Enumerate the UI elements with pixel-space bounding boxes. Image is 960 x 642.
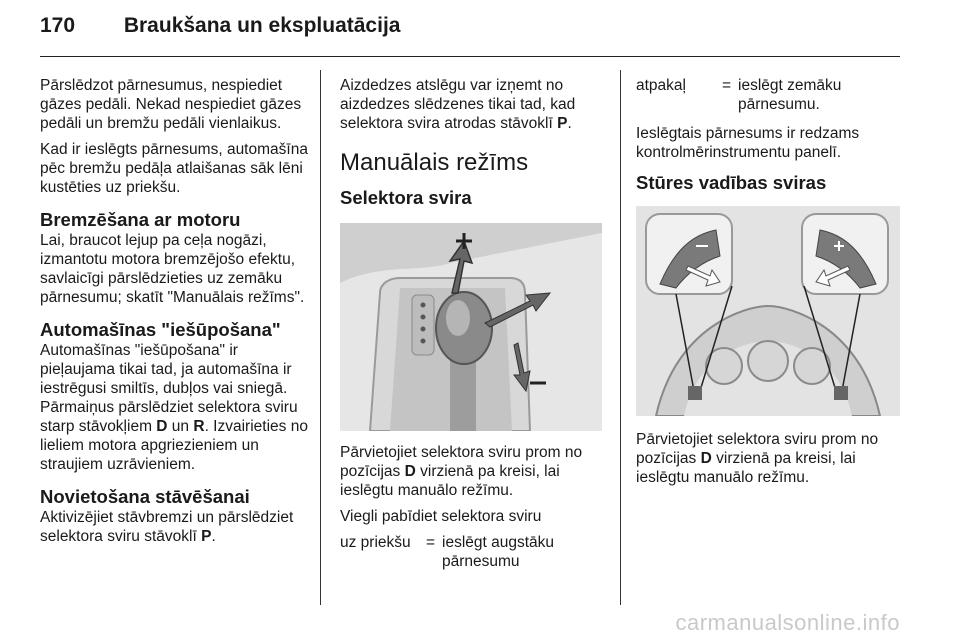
column-3 <box>636 76 902 494</box>
paragraph: Pārslēdzot pārnesumus, nespiediet gāzes pedāli. Nekad nespiediet gāzes pedāli un bremžu pedāli vienlaikus. <box>40 77 302 132</box>
heading-manual-mode: Manuālais režīms <box>340 149 529 176</box>
page-number: 170 <box>40 14 76 37</box>
page-header <box>40 14 400 38</box>
header-rule <box>40 56 900 57</box>
definition-downshift <box>636 76 902 114</box>
watermark: carmanualsonline.info <box>675 610 900 635</box>
selector-lever-illustration <box>340 223 602 431</box>
definition-equals: = <box>722 77 732 94</box>
definition-term: uz priekšu <box>340 534 411 551</box>
column-1 <box>40 76 308 553</box>
definition-upshift <box>340 533 606 571</box>
heading-steering-paddles: Stūres vadības sviras <box>636 172 827 193</box>
heading-rocking: Automašīnas "iešūpošana" <box>40 319 281 340</box>
heading-engine-braking: Bremzēšana ar motoru <box>40 209 241 230</box>
definition-equals: = <box>426 534 436 551</box>
section-title: Braukšana un ekspluatācija <box>123 14 401 37</box>
heading-parking: Novietošana stāvēšanai <box>40 486 250 507</box>
column-2 <box>340 76 606 571</box>
definition-description: ieslēgt augstāku pārnesumu <box>442 534 555 570</box>
paragraph: Lai, braucot lejup pa ceļa nogāzi, izmantotu motora bremzējošo efektu, savlaicīgi pārslēdzieties uz zemāku pārnesumu; skatīt "Manuālais režīms". <box>40 232 305 306</box>
paragraph: Pārvietojiet selektora sviru prom no pozīcijas D virzienā pa kreisi, lai ieslēgtu manuālo režīmu. <box>636 431 879 486</box>
column-divider-1 <box>320 70 321 605</box>
paragraph: Ieslēgtais pārnesums ir redzams kontrolmērinstrumentu panelī. <box>636 125 860 161</box>
definition-description: ieslēgt zemāku pārnesumu. <box>738 77 842 113</box>
column-divider-2 <box>620 70 621 605</box>
paragraph: Viegli pabīdiet selektora sviru <box>340 508 542 525</box>
paragraph: Automašīnas "iešūpošana" ir pieļaujama tikai tad, ja automašīna ir iestrēgusi smiltīs, dubļos vai sniegā. Pārmaiņus pārslēdziet selektora sviru starp stāvokļiem D un R. Izvairieties no lieliem motora apgriezieniem un straujiem uzrāvieniem. <box>40 342 308 473</box>
steering-paddles-illustration <box>636 206 900 416</box>
paragraph: Kad ir ieslēgts pārnesums, automašīna pēc bremžu pedāļa atlaišanas sāk lēni kustēties uz priekšu. <box>40 141 308 196</box>
definition-term: atpakaļ <box>636 77 686 94</box>
paragraph: Aktivizējiet stāvbremzi un pārslēdziet selektora sviru stāvoklī P. <box>40 509 294 545</box>
paragraph: Aizdedzes atslēgu var izņemt no aizdedzes slēdzenes tikai tad, kad selektora svira atrodas stāvoklī P. <box>340 77 576 132</box>
paragraph: Pārvietojiet selektora sviru prom no pozīcijas D virzienā pa kreisi, lai ieslēgtu manuālo režīmu. <box>340 444 583 499</box>
heading-selector-lever: Selektora svira <box>340 187 472 208</box>
